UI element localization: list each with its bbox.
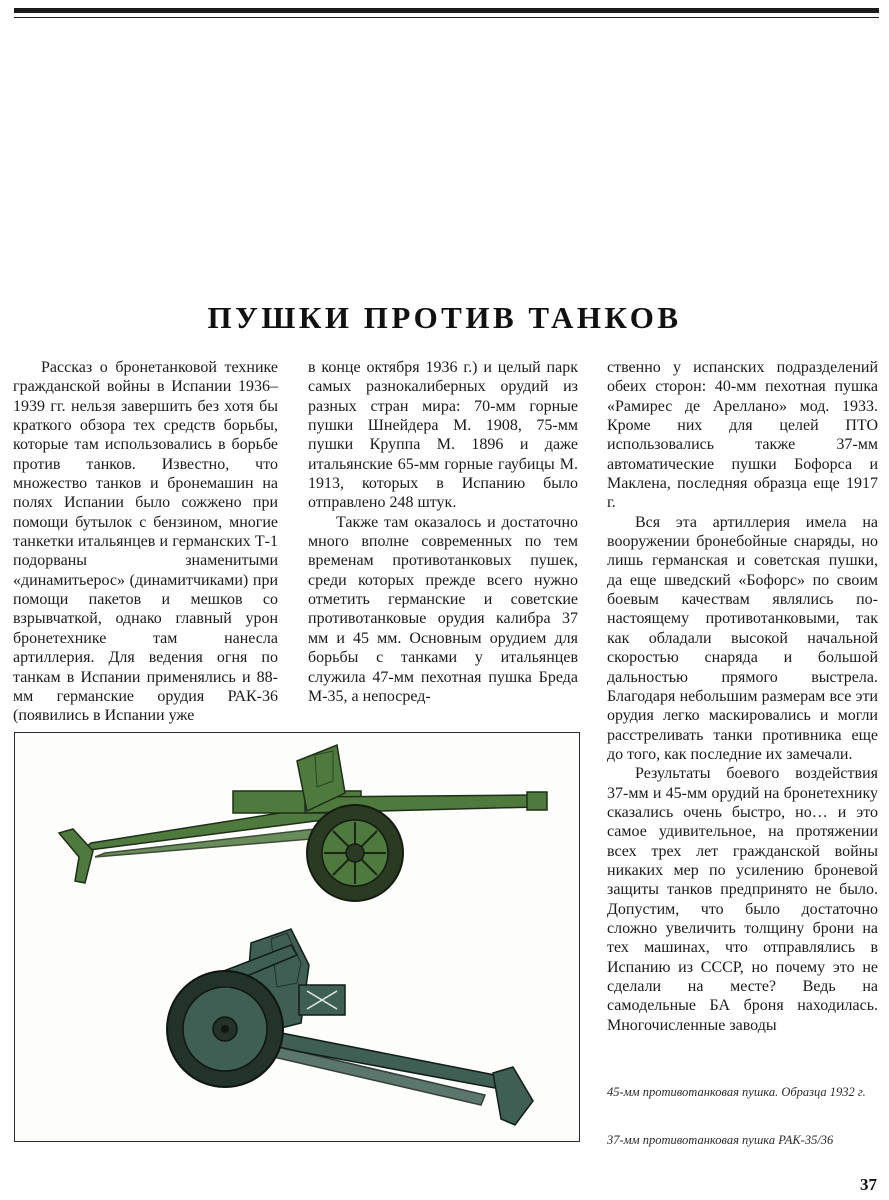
text-column-3 [607, 358, 878, 1035]
header-rule-thin [14, 17, 879, 18]
paragraph: Рассказ о бронетанковой технике гражданской войны в Испании 1936–1939 гг. нельзя завершить без хотя бы краткого обзора тех средств борьбы, которые там использовались в борьбе против танков. Известно, что множество танков и бронемашин на полях Испании было сожжено при помощи бутылок с бензином, многие танкетки итальянцев и германских Т-1 подорваны знаменитыми «динамитьерос» (динамитчиками) при помощи пакетов и мешков со взрывчаткой, однако главный урон бронетехнике там нанесла артиллерия. Для ведения огня по танкам в Испании применялись и 88-мм германские орудия РАК-36 (появились в Испании уже [13, 359, 278, 725]
page-number: 37 [860, 1175, 877, 1194]
paragraph: Вся эта артиллерия имела на вооружении бронебойные снаряды, но лишь германская и советская пушки, да еще шведский «Бофорс» по своим боевым качествам являлись по-настоящему противотанковыми, так как обладали высокой начальной скоростью снаряда и большой дальностью прямого выстрела. Благодаря небольшим размерам все эти орудия легко маскировались и могли расстреливать танки противника еще до того, как последние их замечали. [607, 513, 878, 763]
paragraph: Также там оказалось и достаточно много вполне современных по тем временам противотанковых пушек, среди которых прежде всего нужно отметить германские и советские противотанковые орудия калибра 37 мм и 45 мм. Основным орудием для борьбы с танками у итальянцев служила 47-мм пехотная пушка Бреда М-35, а непосред- [308, 513, 578, 705]
figure-caption-2: 37-мм противотанковая пушка РАК-35/36 [607, 1133, 834, 1147]
text-column-1 [13, 358, 278, 726]
text-column-2 [308, 358, 578, 706]
paragraph: ственно у испанских подразделений обеих сторон: 40-мм пехотная пушка «Рамирес де Ареллано» мод. 1933. Кроме них для целей ПТО использовались также 37-мм автоматические пушки Бофорса и Маклена, последняя образца еще 1917 г. [607, 359, 878, 512]
figure-caption-1: 45-мм противотанковая пушка. Образца 1932 г. [607, 1085, 866, 1099]
gun-illustrations [15, 733, 579, 1141]
header-rule-thick [14, 8, 879, 13]
gun-illustration-figure [14, 732, 580, 1142]
paragraph: в конце октября 1936 г.) и целый парк самых разнокалиберных орудий из разных стран мира: 70-мм горные пушки Шнейдера М. 1908, 75-мм пушки Круппа М. 1896 и даже итальянские 65-мм горные гаубицы М. 1913, которых в Испанию было отправлено 248 штук. [308, 359, 578, 512]
gun-37mm-illustration [167, 929, 533, 1125]
gun-45mm-illustration [59, 745, 547, 901]
article-title: ПУШКИ ПРОТИВ ТАНКОВ [207, 300, 682, 335]
paragraph: Результаты боевого воздействия 37-мм и 45-мм орудий на бронетехнику сказались очень быстро, но… и это самое удивительное, на протяжении всех трех лет гражданской войны никаких мер по усилению броневой защиты танков предпринято не было. Допустим, что было достаточно сложно увеличить толщину брони на тех машинах, что отправлялись в Испанию из СССР, но почему это не сделали на месте? Ведь на самодельные БА броня находилась. Многочисленные заводы [607, 765, 878, 1034]
